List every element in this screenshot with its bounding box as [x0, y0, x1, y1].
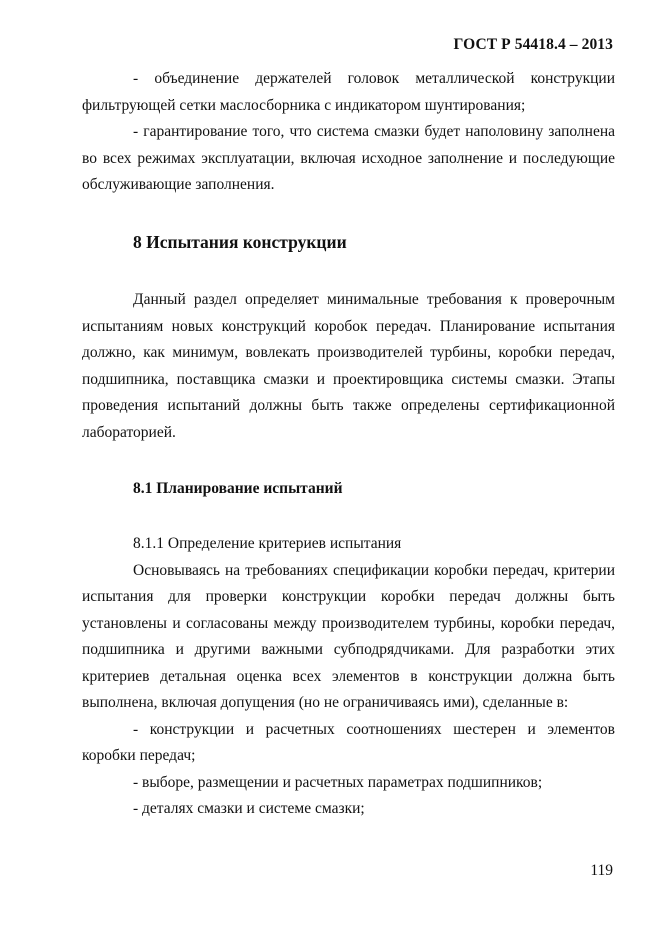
standard-header: ГОСТ Р 54418.4 – 2013 — [453, 36, 613, 53]
list-item: - конструкции и расчетных соотношениях шестерен и элементов коробки передач; — [82, 720, 615, 764]
subsection-heading: 8.1 Планирование испытаний — [133, 480, 343, 497]
section-8-body — [82, 287, 615, 446]
page-number: 119 — [590, 862, 613, 879]
section-heading: 8 Испытания конструкции — [133, 232, 347, 252]
list-item: - выборе, размещении и расчетных параметрах подшипников; — [133, 773, 543, 791]
list-item: - деталях смазки и системе смазки; — [133, 800, 365, 817]
list-item: - гарантирование того, что система смазки будет наполовину заполнена во всех режимах эксплуатации, включая исходное заполнение и последующие обслуживающие заполнения. — [82, 123, 615, 193]
subsubsection-title: 8.1.1 Определение критериев испытания — [133, 535, 402, 552]
paragraph: Основываясь на требованиях спецификации коробки передач, критерии испытания для проверки конструкции коробки передач должны быть установлены и согласованы между производителем турбины, коробки передач, подшипника и другими важными субподрядчиками. Для разработки этих критериев детальная оценка всех элементов в конструкции должна быть выполнена, включая допущения (но не ограничиваясь ими), сделанные в: — [82, 561, 615, 711]
intro-list — [82, 66, 615, 199]
section-8-1-body — [82, 531, 615, 823]
list-item: - объединение держателей головок металлической конструкции фильтрующей сетки маслосборника с индикатором шунтирования; — [82, 70, 615, 114]
paragraph: Данный раздел определяет минимальные требования к проверочным испытаниям новых конструкций коробок передач. Планирование испытания должно, как минимум, вовлекать производителей турбины, коробки передач, подшипника, поставщика смазки и проектировщика системы смазки. Этапы проведения испытаний должны быть также определены сертификационной лабораторией. — [82, 291, 615, 441]
